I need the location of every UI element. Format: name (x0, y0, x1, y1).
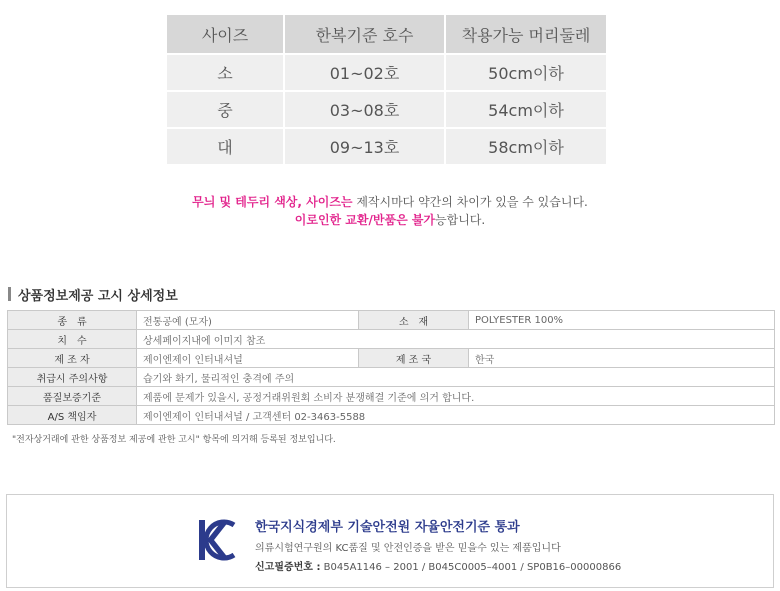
info-value: 제품에 문제가 있을시, 공정거래위원회 소비자 분쟁해결 기준에 의거 합니다. (137, 387, 775, 406)
table-row (8, 349, 775, 368)
notice-highlight: 이로인한 교환/반품은 불가 (294, 213, 436, 227)
product-info-table (7, 310, 775, 425)
size-table (167, 15, 606, 164)
kc-mark-icon (196, 515, 236, 565)
info-label: 품질보증기준 (8, 387, 137, 406)
size-header-size: 사이즈 (167, 15, 283, 53)
notice-highlight: 무늬 및 테두리 색상, 사이즈는 (192, 195, 353, 209)
hanbok-cell: 09~13호 (283, 127, 444, 164)
section-title-text: 상품정보제공 고시 상세정보 (18, 288, 178, 304)
info-value: 상세페이지내에 이미지 참조 (137, 330, 775, 349)
table-row (8, 311, 775, 330)
notice-line-2 (0, 211, 780, 228)
info-value: 제이엔제이 인터내셔널 (137, 349, 359, 368)
title-bar (8, 287, 11, 301)
info-value: POLYESTER 100% (469, 311, 775, 330)
size-cell: 중 (167, 90, 283, 127)
head-cell: 58cm이하 (444, 127, 606, 164)
info-label: 종 류 (8, 311, 137, 330)
kc-cert-label: 신고필증번호 : (255, 562, 321, 573)
kc-certification-box (6, 494, 774, 588)
table-row (8, 368, 775, 387)
head-cell: 50cm이하 (444, 53, 606, 90)
info-label: 치 수 (8, 330, 137, 349)
table-row (8, 406, 775, 425)
info-label: 제 조 국 (359, 349, 469, 368)
table-row (8, 330, 775, 349)
kc-cert-numbers (255, 558, 621, 573)
notice-text: 능합니다. (435, 213, 486, 227)
hanbok-cell: 01~02호 (283, 53, 444, 90)
hanbok-cell: 03~08호 (283, 90, 444, 127)
size-table-header (167, 15, 606, 53)
table-row (8, 387, 775, 406)
size-header-hanbok: 한복기준 호수 (283, 15, 444, 53)
info-value: 습기와 화기, 물리적인 충격에 주의 (137, 368, 775, 387)
info-value: 전통공예 (모자) (137, 311, 359, 330)
info-label: 제 조 자 (8, 349, 137, 368)
info-label: 소 재 (359, 311, 469, 330)
kc-title: 한국지식경제부 기술안전원 자율안전기준 통과 (255, 520, 520, 535)
size-cell: 대 (167, 127, 283, 164)
kc-description: 의류시험연구원의 KC품질 및 안전인증을 받은 믿을수 있는 제품입니다 (255, 543, 561, 554)
table-row (167, 53, 606, 90)
info-value: 한국 (469, 349, 775, 368)
kc-cert-value: B045A1146 – 2001 / B045C0005–4001 / SP0B16–00000866 (320, 562, 622, 573)
info-footnote: "전자상거래에 관한 상품정보 제공에 관한 고시" 항목에 의거해 등록된 정보입니다. (12, 435, 336, 445)
size-cell: 소 (167, 53, 283, 90)
head-cell: 54cm이하 (444, 90, 606, 127)
info-value: 제이엔제이 인터내셔널 / 고객센터 02-3463-5588 (137, 406, 775, 425)
notice-line-1 (0, 193, 780, 210)
notice-text: 제작시마다 약간의 차이가 있을 수 있습니다. (352, 195, 588, 209)
info-label: 취급시 주의사항 (8, 368, 137, 387)
info-label: A/S 책임자 (8, 406, 137, 425)
size-header-head: 착용가능 머리둘레 (444, 15, 606, 53)
table-row (167, 90, 606, 127)
table-row (167, 127, 606, 164)
section-title (8, 286, 178, 302)
